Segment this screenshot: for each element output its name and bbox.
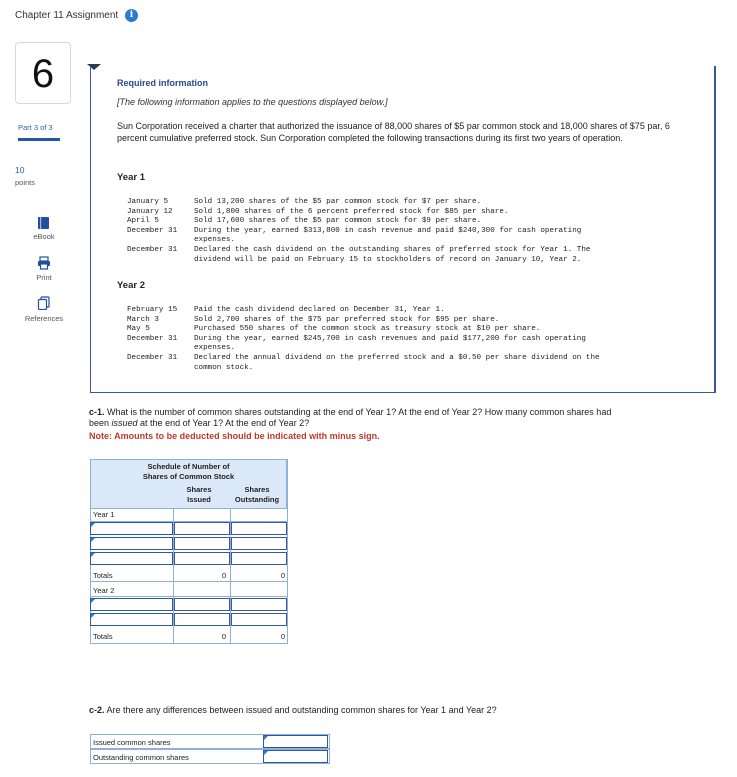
txn-text-cont: common stock. [194, 363, 254, 372]
txn-text: Purchased 550 shares of the common stock as treasury stock at $10 per share. [194, 325, 541, 334]
dropdown-marker-icon [91, 614, 95, 618]
col-header-line: Issued [187, 494, 211, 504]
question-c1 [89, 407, 709, 429]
outstanding-input[interactable] [231, 522, 287, 535]
year1-input-row [90, 536, 288, 551]
instruction-note: Note: Amounts to be deducted should be indicated with minus sign. [89, 431, 380, 441]
sidebar-item-label: eBook [33, 232, 55, 241]
txn-date: December 31 [127, 226, 178, 235]
issued-input[interactable] [174, 552, 230, 565]
account-input[interactable] [90, 598, 173, 611]
txn-date: December 31 [127, 354, 178, 362]
year1-total-outstanding: 0 [280, 571, 285, 580]
issued-input[interactable] [174, 537, 230, 550]
year1-total-issued: 0 [221, 571, 226, 580]
year1-row-label: Year 1 [93, 510, 115, 519]
txn-date: February 15 [127, 306, 178, 314]
table-row [90, 582, 287, 597]
dropdown-marker-icon [91, 553, 95, 557]
required-info-note: [The following information applies to the questions displayed below.] [117, 97, 388, 107]
txn-text: Sold 13,200 shares of the $5 par common stock for $7 per share. [194, 198, 482, 206]
txn-date: January 12 [127, 207, 173, 216]
outstanding-input[interactable] [231, 552, 287, 565]
txn-text: During the year, earned $313,800 in cash revenue and paid $240,300 for cash operating [194, 226, 582, 235]
issued-input[interactable] [174, 613, 230, 626]
year1-heading: Year 1 [117, 172, 145, 183]
sidebar-item-print[interactable] [0, 254, 88, 286]
question-c1-text: What is the number of common shares outstanding at the end of Year 1? At the end of Year 2? How many common shares had [104, 407, 612, 417]
printer-icon [37, 256, 51, 270]
col-header-line: Shares [186, 485, 212, 494]
points-label: points [15, 178, 36, 187]
year1-input-row [90, 551, 288, 566]
references-icon [37, 296, 51, 310]
year1-totals-label: Totals [93, 571, 113, 580]
year2-total-outstanding: 0 [280, 632, 285, 641]
question-c1-text2-post: at the end of Year 1? At the end of Year 2? [137, 418, 310, 428]
outstanding-input[interactable] [231, 598, 287, 611]
question-c1-text2-pre: been [89, 418, 112, 428]
sidebar-item-label: Print [36, 273, 52, 282]
issued-input[interactable] [174, 598, 230, 611]
year2-totals-label: Totals [93, 632, 113, 641]
year2-total-issued: 0 [221, 632, 226, 641]
year2-heading: Year 2 [117, 280, 145, 291]
txn-text-cont: expenses. [194, 236, 236, 245]
points-value: 10 [15, 165, 25, 175]
txn-text: During the year, earned $245,700 in cash revenues and paid $177,200 for cash operating [194, 334, 586, 343]
col-header-issued [174, 485, 224, 504]
sidebar-item-references[interactable] [0, 294, 88, 326]
sidebar-item-ebook[interactable] [0, 214, 88, 246]
question-c1-text2-em: issued [111, 418, 138, 428]
part-progress-bar [18, 138, 60, 141]
part-indicator[interactable]: Part 3 of 3 [18, 123, 53, 132]
issued-shares-label: Issued common shares [93, 738, 171, 747]
question-c2-text: Are there any differences between issued and outstanding common shares for Year 1 and Year 2? [104, 705, 497, 715]
dropdown-marker-icon [91, 538, 95, 542]
problem-description: Sun Corporation received a charter that authorized the issuance of 88,000 shares of $5 par common stock and 18,000 shares of $75 par, 6 percent cumulative preferred stock. Sun Corporation completed the following transactions during its first two years of operation. [117, 121, 670, 143]
txn-text: Sold 1,800 shares of the 6 percent preferred stock for $85 per share. [194, 207, 509, 216]
year2-input-row [90, 612, 288, 627]
table-row [90, 507, 287, 522]
txn-text: Sold 17,600 shares of the $5 par common stock for $9 per share. [194, 217, 482, 226]
col-header-line: Outstanding [234, 494, 280, 504]
txn-text-cont: expenses. [194, 344, 236, 353]
outstanding-shares-label: Outstanding common shares [93, 753, 189, 762]
account-input[interactable] [90, 552, 173, 565]
txn-text: Sold 2,700 shares of the $75 par preferred stock for $95 per share. [194, 315, 500, 324]
outstanding-input[interactable] [231, 613, 287, 626]
txn-date: December 31 [127, 246, 178, 254]
dropdown-marker-icon [91, 523, 95, 527]
issued-input[interactable] [174, 522, 230, 535]
account-input[interactable] [90, 537, 173, 550]
account-input[interactable] [90, 613, 173, 626]
schedule-title [90, 462, 287, 481]
txn-date: March 3 [127, 315, 159, 324]
required-info-heading: Required information [117, 78, 209, 88]
sidebar-item-label: References [24, 314, 64, 323]
issued-shares-select[interactable] [263, 735, 328, 748]
txn-text-cont: dividend will be paid on February 15 to stockholders of record on January 10, Year 2. [194, 255, 582, 264]
book-icon [37, 216, 50, 230]
question-c1-prefix: c-1. [89, 407, 105, 417]
schedule-title-line2: Shares of Common Stock [142, 471, 235, 481]
schedule-title-line1: Schedule of Number of [147, 462, 230, 471]
txn-text: Declared the cash dividend on the outstanding shares of preferred stock for Year 1. The [194, 246, 591, 254]
col-header-outstanding [228, 485, 286, 504]
col-header-line: Shares [244, 485, 270, 494]
account-input[interactable] [90, 522, 173, 535]
info-icon[interactable]: i [125, 9, 138, 22]
txn-date: December 31 [127, 334, 178, 343]
txn-date: January 5 [127, 198, 169, 206]
dropdown-marker-icon [264, 736, 268, 740]
dropdown-marker-icon [91, 599, 95, 603]
year2-row-label: Year 2 [93, 586, 115, 595]
year2-input-row [90, 597, 288, 612]
txn-date: April 5 [127, 217, 159, 226]
txn-text: Declared the annual dividend on the preferred stock and a $0.50 per share dividend on the [194, 354, 600, 362]
txn-date: May 5 [127, 325, 150, 334]
question-number: 6 [15, 42, 71, 104]
assignment-title: Chapter 11 Assignment [15, 10, 119, 21]
question-c2 [89, 705, 497, 715]
question-c2-prefix: c-2. [89, 705, 105, 715]
txn-text: Paid the cash dividend declared on December 31, Year 1. [194, 306, 445, 314]
year1-input-row [90, 521, 288, 536]
outstanding-shares-select[interactable] [263, 750, 328, 763]
dropdown-marker-icon [264, 751, 268, 755]
outstanding-input[interactable] [231, 537, 287, 550]
